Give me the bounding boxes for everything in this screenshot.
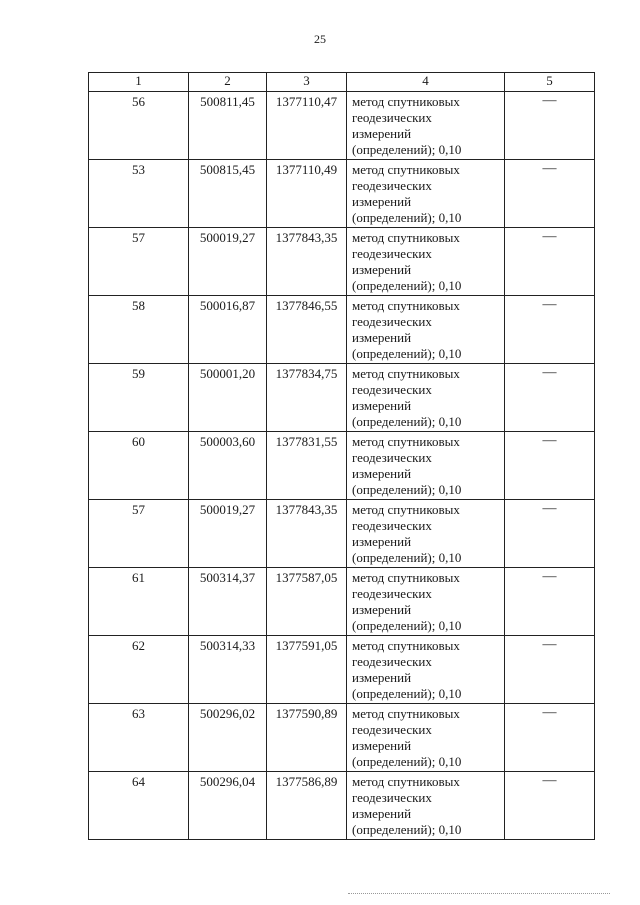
method-line: геодезических bbox=[352, 110, 432, 125]
method-cell bbox=[347, 500, 505, 568]
method-cell bbox=[347, 568, 505, 636]
point-number-cell: 62 bbox=[89, 636, 189, 704]
point-number-cell: 57 bbox=[89, 500, 189, 568]
note-cell bbox=[505, 772, 595, 840]
method-cell bbox=[347, 636, 505, 704]
method-line: метод спутниковых bbox=[352, 94, 460, 109]
method-line: измерений bbox=[352, 194, 412, 209]
note-cell bbox=[505, 92, 595, 160]
method-cell bbox=[347, 296, 505, 364]
table-row bbox=[89, 568, 595, 636]
method-line: (определений); 0,10 bbox=[352, 686, 462, 701]
method-line: (определений); 0,10 bbox=[352, 346, 462, 361]
method-line: метод спутниковых bbox=[352, 502, 460, 517]
x-coordinate-cell: 500001,20 bbox=[189, 364, 267, 432]
footer-scan-mark bbox=[348, 893, 610, 897]
table-row bbox=[89, 772, 595, 840]
method-line: метод спутниковых bbox=[352, 774, 460, 789]
note-dash: — bbox=[542, 569, 557, 584]
method-line: измерений bbox=[352, 738, 412, 753]
x-coordinate-cell: 500019,27 bbox=[189, 228, 267, 296]
note-cell bbox=[505, 160, 595, 228]
table-body bbox=[89, 92, 595, 840]
column-header-5: 5 bbox=[505, 73, 595, 92]
method-line: (определений); 0,10 bbox=[352, 550, 462, 565]
method-line: метод спутниковых bbox=[352, 706, 460, 721]
x-coordinate-cell: 500296,02 bbox=[189, 704, 267, 772]
note-cell bbox=[505, 228, 595, 296]
method-line: (определений); 0,10 bbox=[352, 142, 462, 157]
note-dash: — bbox=[542, 705, 557, 720]
method-cell bbox=[347, 228, 505, 296]
point-number-cell: 61 bbox=[89, 568, 189, 636]
method-line: метод спутниковых bbox=[352, 298, 460, 313]
x-coordinate-cell: 500296,04 bbox=[189, 772, 267, 840]
method-line: геодезических bbox=[352, 586, 432, 601]
note-dash: — bbox=[542, 229, 557, 244]
point-number-cell: 64 bbox=[89, 772, 189, 840]
page-number: 25 bbox=[314, 32, 326, 46]
method-line: метод спутниковых bbox=[352, 366, 460, 381]
method-line: измерений bbox=[352, 534, 412, 549]
method-line: измерений bbox=[352, 262, 412, 277]
point-number-cell: 60 bbox=[89, 432, 189, 500]
column-header-2: 2 bbox=[189, 73, 267, 92]
y-coordinate-cell: 1377843,35 bbox=[267, 500, 347, 568]
column-header-4: 4 bbox=[347, 73, 505, 92]
table-row bbox=[89, 364, 595, 432]
note-dash: — bbox=[542, 773, 557, 788]
method-line: измерений bbox=[352, 398, 412, 413]
method-line: измерений bbox=[352, 806, 412, 821]
note-cell bbox=[505, 568, 595, 636]
table-row bbox=[89, 500, 595, 568]
method-line: (определений); 0,10 bbox=[352, 278, 462, 293]
y-coordinate-cell: 1377110,49 bbox=[267, 160, 347, 228]
method-line: (определений); 0,10 bbox=[352, 414, 462, 429]
method-cell bbox=[347, 772, 505, 840]
y-coordinate-cell: 1377843,35 bbox=[267, 228, 347, 296]
note-dash: — bbox=[542, 93, 557, 108]
method-line: (определений); 0,10 bbox=[352, 618, 462, 633]
table-row bbox=[89, 704, 595, 772]
table-row bbox=[89, 228, 595, 296]
table-row bbox=[89, 636, 595, 704]
point-number-cell: 59 bbox=[89, 364, 189, 432]
point-number-cell: 63 bbox=[89, 704, 189, 772]
method-line: геодезических bbox=[352, 178, 432, 193]
x-coordinate-cell: 500314,33 bbox=[189, 636, 267, 704]
method-line: (определений); 0,10 bbox=[352, 210, 462, 225]
note-cell bbox=[505, 432, 595, 500]
x-coordinate-cell: 500016,87 bbox=[189, 296, 267, 364]
method-line: геодезических bbox=[352, 450, 432, 465]
y-coordinate-cell: 1377831,55 bbox=[267, 432, 347, 500]
table-row bbox=[89, 92, 595, 160]
column-header-3: 3 bbox=[267, 73, 347, 92]
table-row bbox=[89, 296, 595, 364]
point-number-cell: 56 bbox=[89, 92, 189, 160]
method-line: метод спутниковых bbox=[352, 230, 460, 245]
method-cell bbox=[347, 704, 505, 772]
y-coordinate-cell: 1377591,05 bbox=[267, 636, 347, 704]
x-coordinate-cell: 500811,45 bbox=[189, 92, 267, 160]
coordinates-table bbox=[88, 72, 595, 840]
method-cell bbox=[347, 160, 505, 228]
method-line: измерений bbox=[352, 670, 412, 685]
note-dash: — bbox=[542, 433, 557, 448]
method-line: измерений bbox=[352, 330, 412, 345]
note-cell bbox=[505, 636, 595, 704]
method-line: геодезических bbox=[352, 518, 432, 533]
x-coordinate-cell: 500314,37 bbox=[189, 568, 267, 636]
y-coordinate-cell: 1377834,75 bbox=[267, 364, 347, 432]
note-dash: — bbox=[542, 297, 557, 312]
note-dash: — bbox=[542, 501, 557, 516]
method-line: геодезических bbox=[352, 722, 432, 737]
method-cell bbox=[347, 364, 505, 432]
method-line: метод спутниковых bbox=[352, 638, 460, 653]
method-line: геодезических bbox=[352, 314, 432, 329]
point-number-cell: 53 bbox=[89, 160, 189, 228]
y-coordinate-cell: 1377110,47 bbox=[267, 92, 347, 160]
method-line: (определений); 0,10 bbox=[352, 822, 462, 837]
method-line: геодезических bbox=[352, 790, 432, 805]
x-coordinate-cell: 500019,27 bbox=[189, 500, 267, 568]
method-line: геодезических bbox=[352, 246, 432, 261]
note-dash: — bbox=[542, 637, 557, 652]
point-number-cell: 58 bbox=[89, 296, 189, 364]
note-cell bbox=[505, 296, 595, 364]
x-coordinate-cell: 500815,45 bbox=[189, 160, 267, 228]
method-cell bbox=[347, 432, 505, 500]
method-line: геодезических bbox=[352, 382, 432, 397]
y-coordinate-cell: 1377586,89 bbox=[267, 772, 347, 840]
method-line: метод спутниковых bbox=[352, 162, 460, 177]
y-coordinate-cell: 1377846,55 bbox=[267, 296, 347, 364]
column-header-1: 1 bbox=[89, 73, 189, 92]
y-coordinate-cell: 1377590,89 bbox=[267, 704, 347, 772]
note-cell bbox=[505, 364, 595, 432]
method-line: метод спутниковых bbox=[352, 570, 460, 585]
note-cell bbox=[505, 704, 595, 772]
method-line: геодезических bbox=[352, 654, 432, 669]
table-row bbox=[89, 432, 595, 500]
method-line: измерений bbox=[352, 466, 412, 481]
method-line: (определений); 0,10 bbox=[352, 754, 462, 769]
note-dash: — bbox=[542, 365, 557, 380]
point-number-cell: 57 bbox=[89, 228, 189, 296]
method-line: измерений bbox=[352, 126, 412, 141]
method-cell bbox=[347, 92, 505, 160]
table-header-row bbox=[89, 73, 595, 92]
x-coordinate-cell: 500003,60 bbox=[189, 432, 267, 500]
method-line: измерений bbox=[352, 602, 412, 617]
table-row bbox=[89, 160, 595, 228]
y-coordinate-cell: 1377587,05 bbox=[267, 568, 347, 636]
method-line: метод спутниковых bbox=[352, 434, 460, 449]
note-cell bbox=[505, 500, 595, 568]
method-line: (определений); 0,10 bbox=[352, 482, 462, 497]
note-dash: — bbox=[542, 161, 557, 176]
